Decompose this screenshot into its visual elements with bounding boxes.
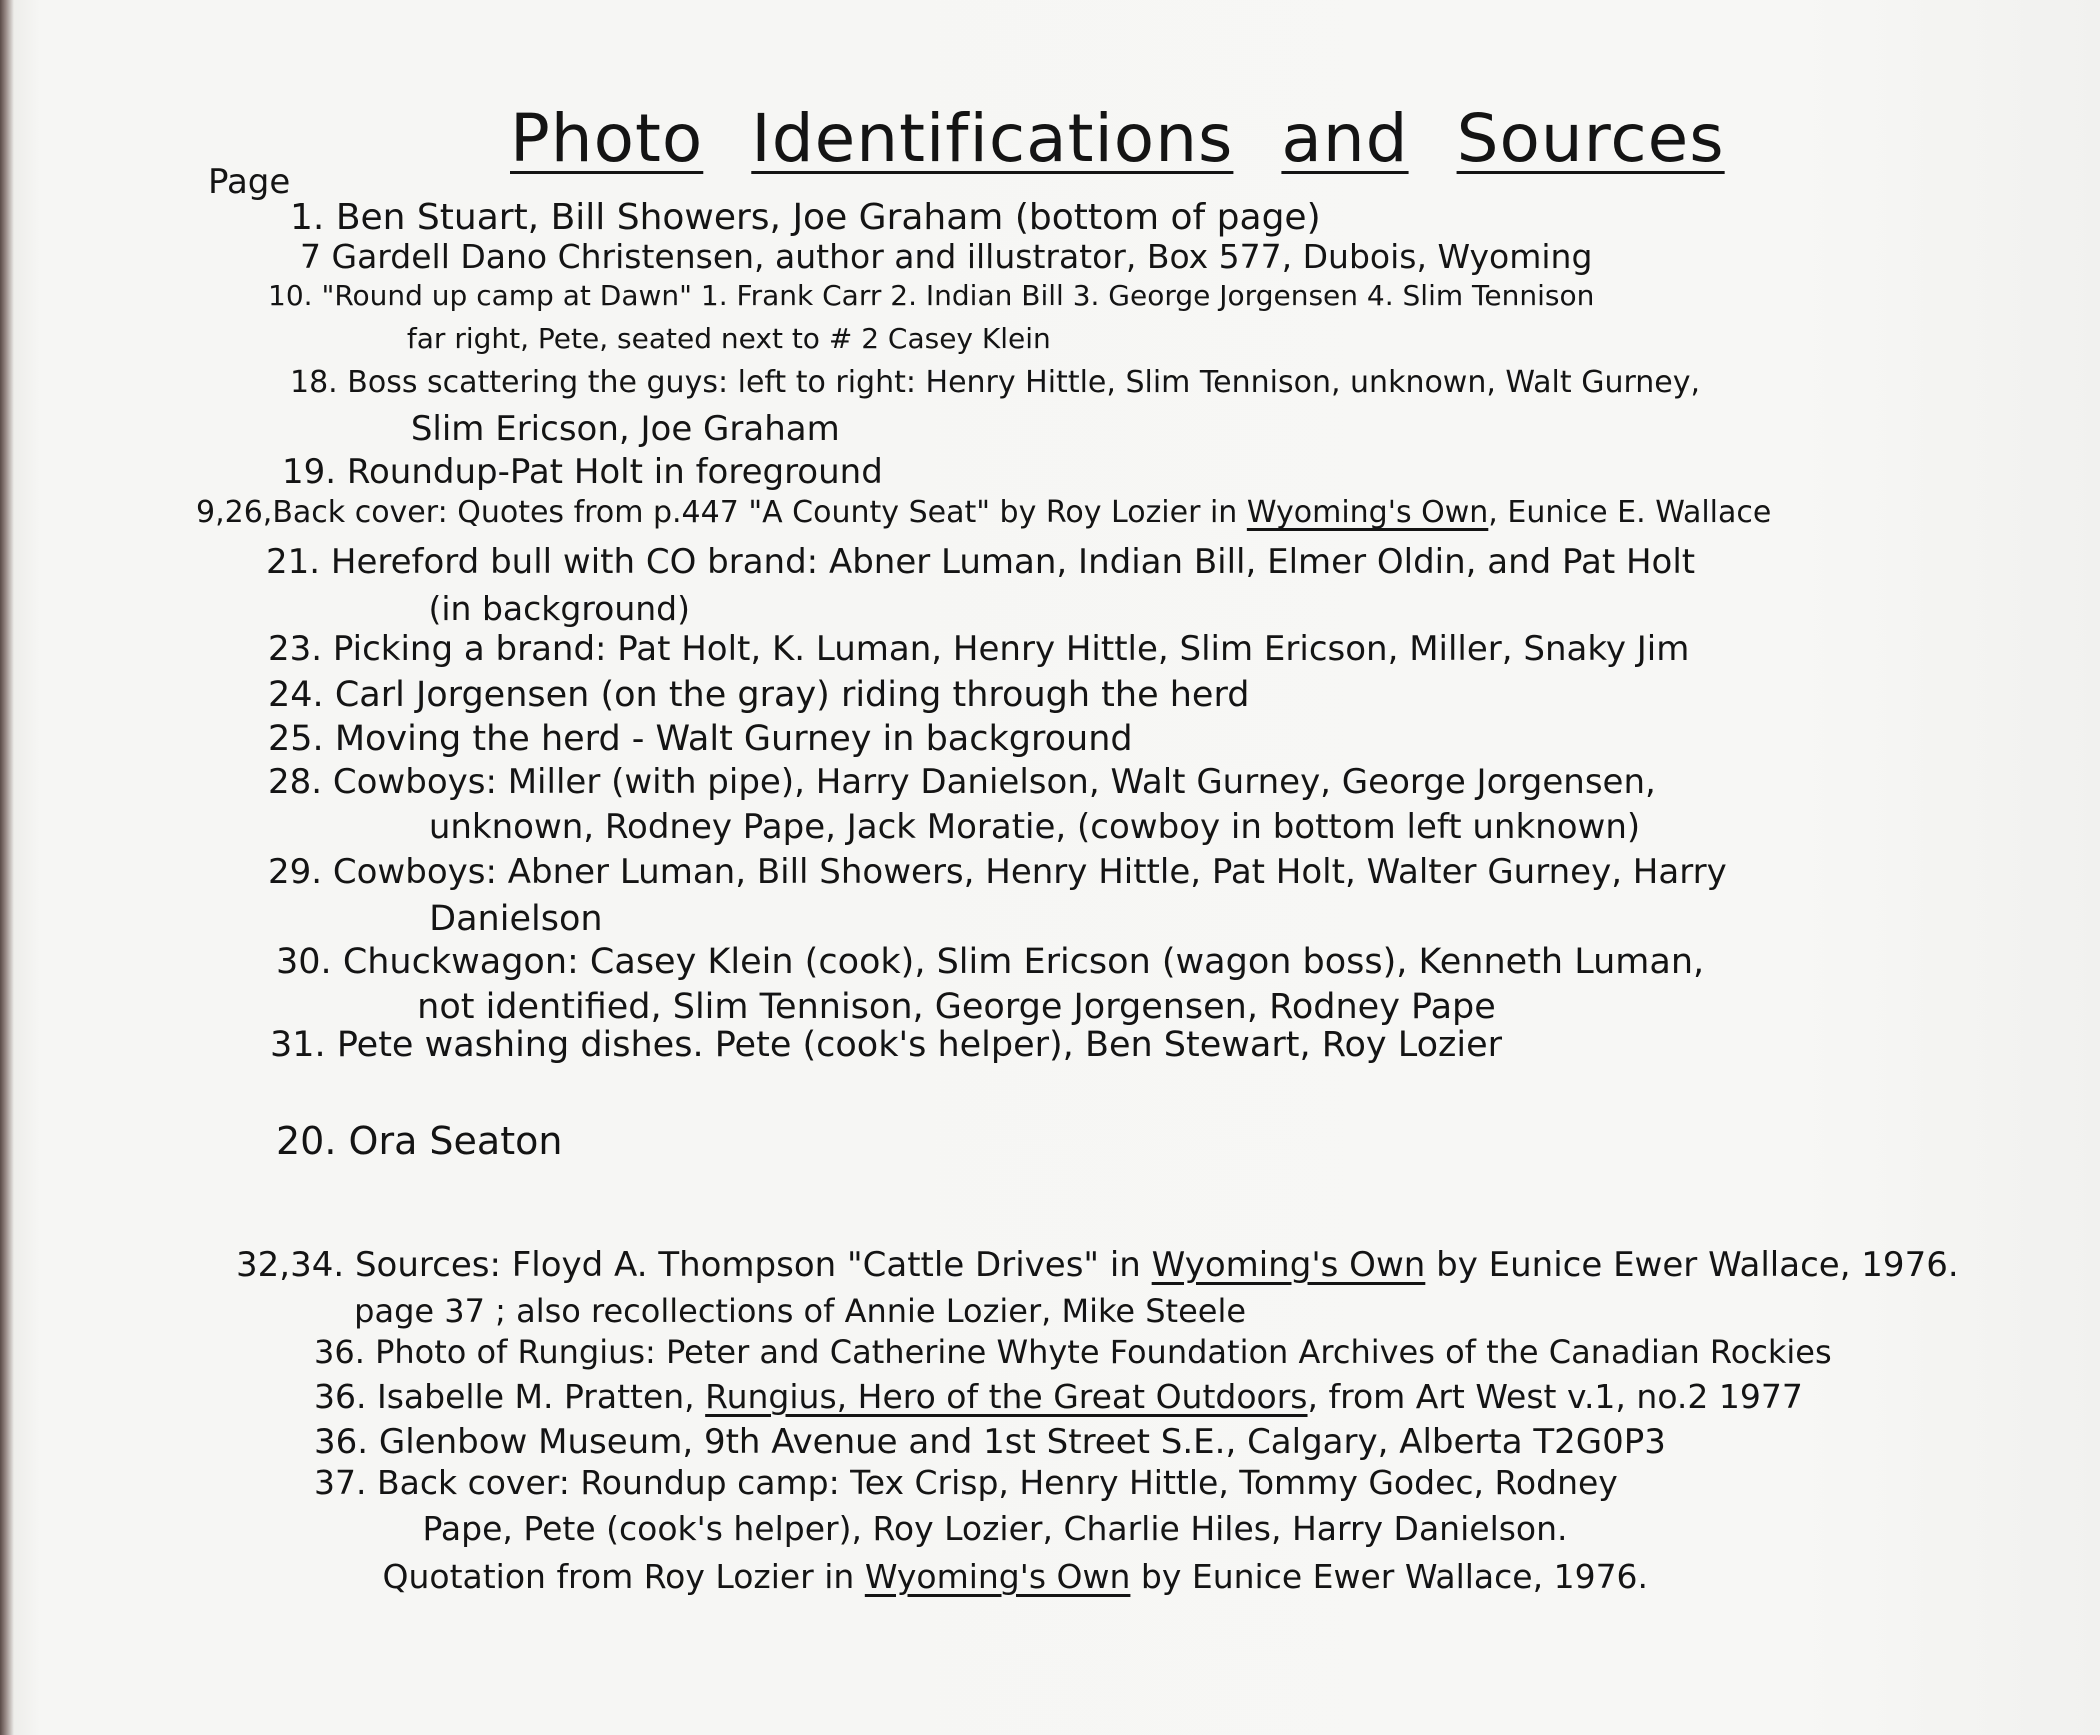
entry-line <box>300 237 1593 276</box>
page-title <box>510 100 1725 177</box>
entry-line <box>290 365 1701 400</box>
entry-underlined-title: Wyoming's Own <box>864 1557 1131 1596</box>
entry-line <box>418 589 691 628</box>
entry-text: Glenbow Museum, 9th Avenue and 1st Street S.E., Calgary, Alberta T2G0P3 <box>378 1422 1666 1462</box>
entry-line <box>270 1025 1503 1065</box>
entry-number: 29. <box>268 852 323 892</box>
entry-line <box>276 942 1705 982</box>
entry-number: 7 <box>300 237 321 276</box>
entry-text: page 37 ; also recollections of Annie Lozier, Mike Steele <box>354 1292 1247 1330</box>
title-word-sources: Sources <box>1456 100 1725 177</box>
entry-line <box>268 279 1595 312</box>
entry-text: Back cover: Roundup camp: Tex Crisp, Henry Hittle, Tommy Godec, Rodney <box>376 1463 1618 1502</box>
entry-number: 19. <box>282 452 337 492</box>
entry-text: Slim Ericson, Joe Graham <box>410 409 840 449</box>
entry-number: 25. <box>268 719 324 759</box>
entry-text: Quotation from Roy Lozier in <box>382 1557 865 1596</box>
entry-text: Ora Seaton <box>348 1119 563 1163</box>
entry-text: (in background) <box>428 589 691 628</box>
entry-line <box>236 1245 1959 1285</box>
title-word-photo: Photo <box>510 100 704 177</box>
entry-number: 30. <box>276 942 332 982</box>
entry-text: Chuckwagon: Casey Klein (cook), Slim Ericson (wagon boss), Kenneth Luman, <box>342 942 1705 982</box>
entry-text: Photo of Rungius: Peter and Catherine Whyte Foundation Archives of the Canadian Rockies <box>375 1333 1832 1371</box>
entry-underlined-title: Wyoming's Own <box>1246 495 1489 530</box>
entry-text: far right, Pete, seated next to # 2 Casey Klein <box>406 322 1051 355</box>
entry-number: 18. <box>290 365 338 400</box>
entry-line <box>266 542 1696 582</box>
entry-line <box>268 762 1656 802</box>
entry-number: 9,26,Back cover: <box>196 495 448 530</box>
entry-line <box>406 987 1496 1027</box>
entry-line <box>282 452 883 492</box>
entry-text: Pete washing dishes. Pete (cook's helper), Ben Stewart, Roy Lozier <box>336 1025 1503 1065</box>
entry-text: Sources: Floyd A. Thompson "Cattle Drives" in <box>354 1245 1152 1285</box>
entry-text: Gardell Dano Christensen, author and illustrator, Box 577, Dubois, Wyoming <box>331 237 1593 276</box>
entry-line <box>398 322 1051 355</box>
entry-line <box>400 409 840 449</box>
entry-text-after: , Eunice E. Wallace <box>1488 495 1772 530</box>
entry-text: not identified, Slim Tennison, George Jorgensen, Rodney Pape <box>417 987 1496 1027</box>
entry-text: Cowboys: Abner Luman, Bill Showers, Henry Hittle, Pat Holt, Walter Gurney, Harry <box>332 852 1727 892</box>
entry-number: 36. <box>314 1333 365 1371</box>
entry-text-after: by Eunice Ewer Wallace, 1976. <box>1130 1557 1649 1596</box>
entry-number: 37. <box>314 1463 367 1502</box>
entry-underlined-title: Rungius, Hero of the Great Outdoors <box>705 1377 1308 1416</box>
entry-text: unknown, Rodney Pape, Jack Moratie, (cowboy in bottom left unknown) <box>428 807 1641 847</box>
entry-line <box>314 1422 1666 1462</box>
entry-text: Carl Jorgensen (on the gray) riding through the herd <box>334 675 1250 715</box>
entry-number: 36. <box>314 1377 367 1416</box>
entry-line <box>344 1292 1247 1330</box>
title-word-identifications: Identifications <box>751 100 1234 177</box>
entry-line <box>268 719 1133 759</box>
entry-line <box>314 1377 1803 1416</box>
entry-line <box>314 1463 1618 1502</box>
entry-line <box>268 629 1690 669</box>
entry-text: Hereford bull with CO brand: Abner Luman, Indian Bill, Elmer Oldin, and Pat Holt <box>330 542 1696 582</box>
entry-line <box>418 899 603 939</box>
entry-number: 1. <box>290 197 325 238</box>
entry-text: Isabelle M. Pratten, <box>376 1377 706 1416</box>
entry-number: 28. <box>268 762 323 802</box>
entry-text: Moving the herd - Walt Gurney in background <box>334 719 1133 759</box>
entry-line <box>268 852 1727 892</box>
entry-number: 24. <box>268 675 324 715</box>
entry-line <box>196 495 1772 530</box>
entry-line <box>412 1509 1568 1548</box>
entry-text: Roundup-Pat Holt in foreground <box>346 452 883 492</box>
entry-number: 36. <box>314 1422 369 1462</box>
entry-number: 21. <box>266 542 321 582</box>
entry-number: 31. <box>270 1025 326 1065</box>
entry-text: "Round up camp at Dawn" 1. Frank Carr 2. Indian Bill 3. George Jorgensen 4. Slim Tennison <box>321 279 1595 312</box>
entry-text: Ben Stuart, Bill Showers, Joe Graham (bottom of page) <box>335 197 1321 238</box>
entry-text: Cowboys: Miller (with pipe), Harry Danielson, Walt Gurney, George Jorgensen, <box>332 762 1656 802</box>
entry-underlined-title: Wyoming's Own <box>1151 1245 1426 1285</box>
entry-line <box>290 197 1321 238</box>
entry-number: 10. <box>268 279 313 312</box>
entry-line <box>372 1557 1649 1596</box>
entry-text-after: , from Art West v.1, no.2 1977 <box>1307 1377 1803 1416</box>
entry-text-after: by Eunice Ewer Wallace, 1976. <box>1425 1245 1959 1285</box>
entry-line <box>314 1333 1832 1371</box>
entry-text: Pape, Pete (cook's helper), Roy Lozier, Charlie Hiles, Harry Danielson. <box>422 1509 1568 1548</box>
entry-text: Danielson <box>429 899 603 939</box>
page-column-heading: Page <box>208 162 291 202</box>
entry-line <box>418 807 1641 847</box>
title-word-and: and <box>1281 100 1409 177</box>
entry-number: 20. <box>276 1119 337 1163</box>
entry-text: Picking a brand: Pat Holt, K. Luman, Henry Hittle, Slim Ericson, Miller, Snaky Jim <box>332 629 1690 669</box>
entry-text: Quotes from p.447 "A County Seat" by Roy Lozier in <box>457 495 1247 530</box>
entry-text: Boss scattering the guys: left to right: Henry Hittle, Slim Tennison, unknown, Walt Gurney, <box>347 365 1701 400</box>
entry-line <box>276 1119 563 1163</box>
entry-number: 32,34. <box>236 1245 345 1285</box>
entry-number: 23. <box>268 629 323 669</box>
page-binding-edge <box>0 0 14 1735</box>
entry-line <box>268 675 1250 715</box>
